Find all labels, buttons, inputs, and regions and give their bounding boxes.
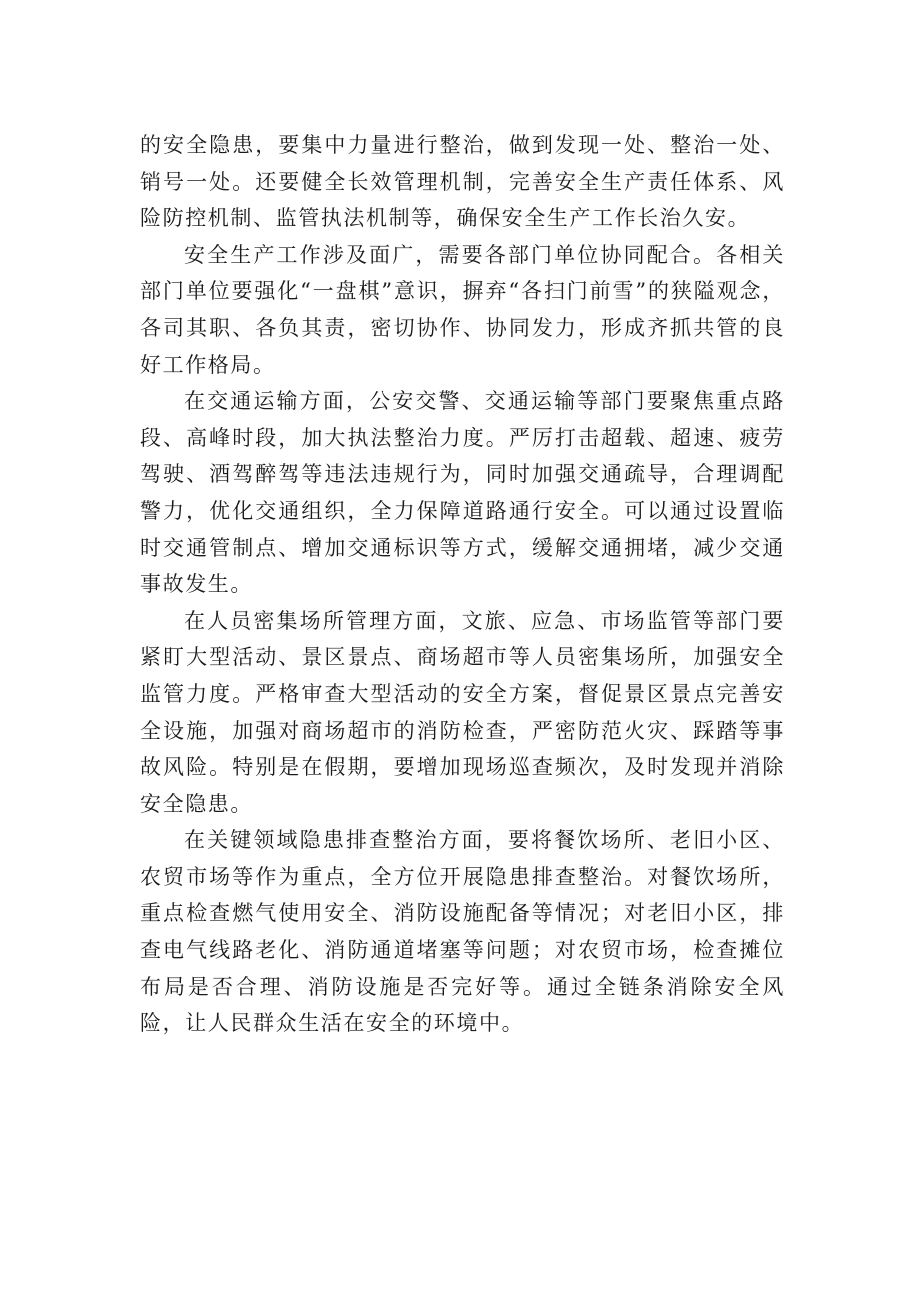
paragraph-crowded-places: 在人员密集场所管理方面，文旅、应急、市场监管等部门要紧盯大型活动、景区景点、商场超市等人员密集场所，加强安全监管力度。严格审查大型活动的安全方案，督促景区景点完善安全设施，加强对商场超市的消防检查，严密防范火灾、踩踏等事故风险。特别是在假期，要增加现场巡查频次，及时发现并消除安全隐患。 [140, 608, 785, 816]
paragraph-hazard-inspection: 在关键领域隐患排查整治方面，要将餐饮场所、老旧小区、农贸市场等作为重点，全方位开展隐患排查整治。对餐饮场所，重点检查燃气使用安全、消防设施配备等情况；对老旧小区，排查电气线路老化、消防通道堵塞等问题；对农贸市场，检查摊位布局是否合理、消防设施是否完好等。通过全链条消除安全风险，让人民群众生活在安全的环境中。 [140, 828, 785, 1036]
document-body [140, 127, 785, 1042]
paragraph-continuation: 的安全隐患，要集中力量进行整治，做到发现一处、整治一处、销号一处。还要健全长效管理机制，完善安全生产责任体系、风险防控机制、监管执法机制等，确保安全生产工作长治久安。 [140, 133, 785, 231]
paragraph-transportation: 在交通运输方面，公安交警、交通运输等部门要聚焦重点路段、高峰时段，加大执法整治力度。严厉打击超载、超速、疲劳驾驶、酒驾醉驾等违法违规行为，同时加强交通疏导，合理调配警力，优化交通组织，全力保障道路通行安全。可以通过设置临时交通管制点、增加交通标识等方式，缓解交通拥堵，减少交通事故发生。 [140, 389, 785, 597]
paragraph-coordination: 安全生产工作涉及面广，需要各部门单位协同配合。各相关部门单位要强化“一盘棋”意识，摒弃“各扫门前雪”的狭隘观念，各司其职、各负其责，密切协作、协同发力，形成齐抓共管的良好工作格局。 [140, 242, 785, 377]
